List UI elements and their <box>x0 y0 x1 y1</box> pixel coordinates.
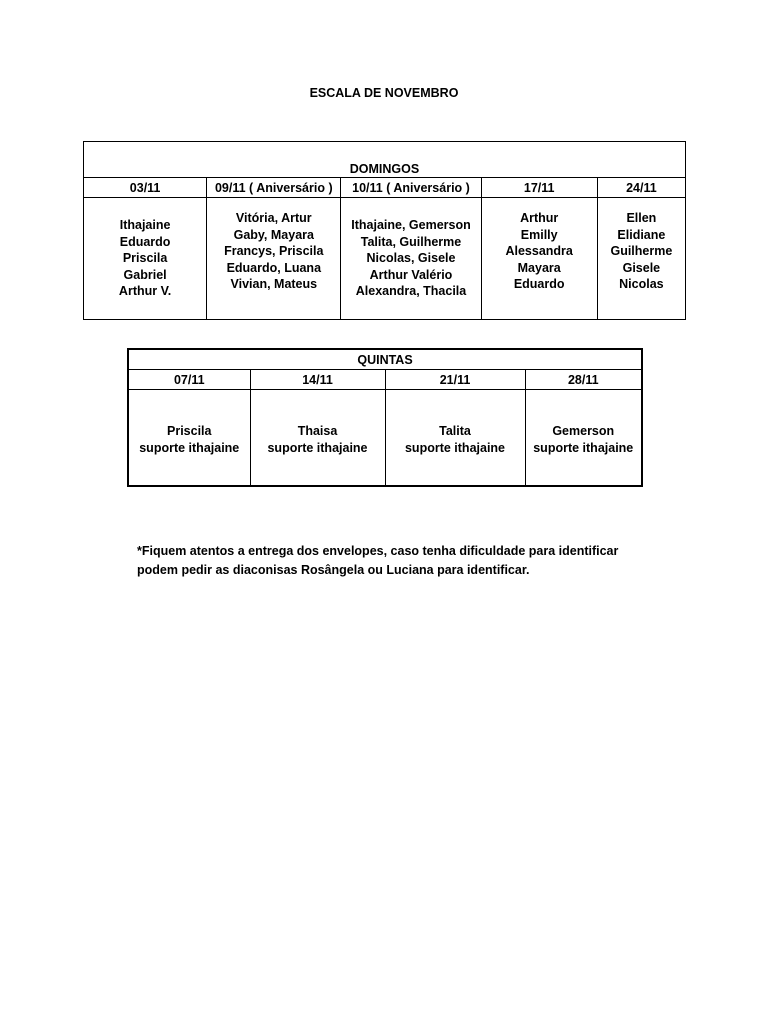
name-entry: Guilherme <box>610 244 673 258</box>
name-entry: Thaisa <box>297 424 338 438</box>
name-entry: Elidiane <box>617 227 666 242</box>
domingos-date-cell: 17/11 <box>481 178 597 198</box>
domingos-names-cell <box>84 198 207 320</box>
domingos-names-cell <box>341 198 481 320</box>
name-entry: Gemerson <box>552 424 615 438</box>
page-title: ESCALA DE NOVEMBRO <box>309 86 459 100</box>
domingos-date-cell: 09/11 ( Aniversário ) <box>207 178 341 198</box>
name-entry: Ithajaine, Gemerson <box>351 218 471 233</box>
domingos-names-row <box>84 198 686 320</box>
domingos-date-cell: 10/11 ( Aniversário ) <box>341 178 481 198</box>
name-entry: Ellen <box>626 211 657 225</box>
quintas-names-cell <box>250 390 385 486</box>
quintas-date-row <box>128 370 642 390</box>
quintas-date-cell: 28/11 <box>525 370 642 390</box>
domingos-table <box>83 141 686 320</box>
quintas-names-cell <box>525 390 642 486</box>
quintas-date-cell: 21/11 <box>385 370 525 390</box>
name-entry: Vivian, Mateus <box>230 277 318 291</box>
name-entry: Vitória, Artur <box>235 211 312 225</box>
name-entry: suporte ithajaine <box>533 440 634 455</box>
name-entry: Eduardo <box>119 234 171 249</box>
name-entry: Ithajaine <box>119 218 171 233</box>
name-entry: Francys, Priscila <box>224 244 324 258</box>
name-entry: Nicolas, Gisele <box>366 251 456 266</box>
name-entry: Arthur V. <box>118 284 172 299</box>
name-entry: Arthur <box>520 211 559 225</box>
domingos-names-cell <box>207 198 341 320</box>
name-entry: suporte ithajaine <box>404 440 506 455</box>
domingos-names-cell <box>481 198 597 320</box>
name-entry: Talita <box>439 424 471 438</box>
quintas-date-cell: 07/11 <box>128 370 250 390</box>
quintas-names-cell <box>128 390 250 486</box>
name-entry: suporte ithajaine <box>139 440 240 455</box>
quintas-header: QUINTAS <box>128 349 642 370</box>
name-entry: Priscila <box>167 424 212 438</box>
name-entry: Mayara <box>517 260 561 275</box>
domingos-date-cell: 24/11 <box>597 178 685 198</box>
domingos-date-row <box>84 178 686 198</box>
domingos-names-cell <box>597 198 685 320</box>
note-text <box>137 542 697 580</box>
name-entry: Emilly <box>520 227 558 242</box>
quintas-names-cell <box>385 390 525 486</box>
name-entry: Alexandra, Thacila <box>355 284 467 299</box>
name-entry: Nicolas <box>619 277 664 291</box>
note-line: *Fiquem atentos a entrega dos envelopes, caso tenha dificuldade para identificar <box>137 544 619 558</box>
name-entry: Talita, Guilherme <box>360 234 462 249</box>
name-entry: Eduardo <box>513 277 565 291</box>
name-entry: Gabriel <box>123 267 167 282</box>
quintas-date-cell: 14/11 <box>250 370 385 390</box>
domingos-header: DOMINGOS <box>84 142 686 178</box>
name-entry: Priscila <box>122 251 168 266</box>
name-entry: suporte ithajaine <box>267 440 368 455</box>
quintas-names-row <box>128 390 642 486</box>
name-entry: Gaby, Mayara <box>233 227 314 242</box>
name-entry: Arthur Valério <box>369 267 453 282</box>
note-line: podem pedir as diaconisas Rosângela ou Luciana para identificar. <box>137 563 530 577</box>
domingos-date-cell: 03/11 <box>84 178 207 198</box>
name-entry: Gisele <box>622 260 661 275</box>
name-entry: Eduardo, Luana <box>226 260 322 275</box>
quintas-table <box>127 348 643 487</box>
name-entry: Alessandra <box>505 244 573 258</box>
